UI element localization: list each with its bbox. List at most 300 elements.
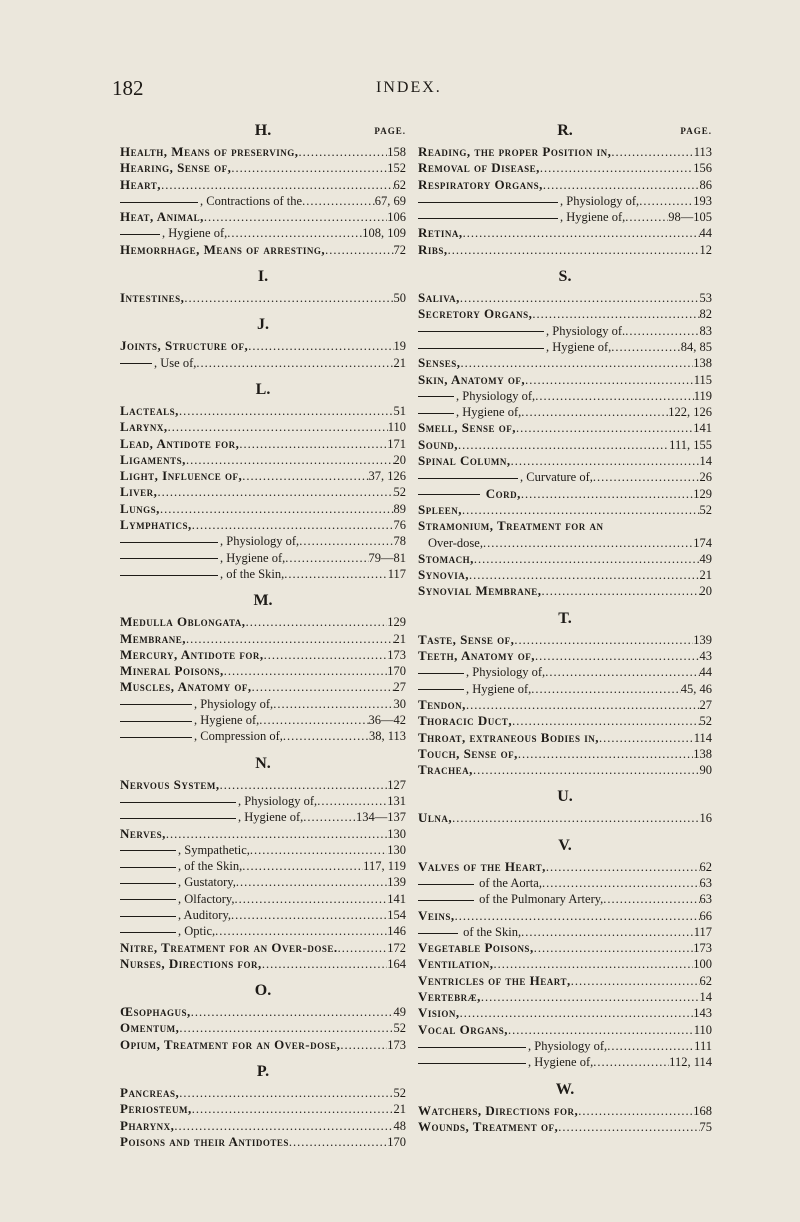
entry-page-ref: 129 bbox=[387, 615, 406, 630]
leader-dots bbox=[455, 908, 700, 924]
ditto-rule bbox=[120, 234, 160, 235]
entry-term bbox=[418, 193, 639, 209]
letter-heading-text: W. bbox=[555, 1080, 575, 1098]
leader-dots bbox=[340, 1037, 387, 1053]
entry-term-text: Heart, bbox=[120, 176, 162, 192]
leader-dots bbox=[259, 712, 368, 728]
index-entry bbox=[418, 469, 712, 485]
letter-heading bbox=[120, 264, 406, 290]
entry-term bbox=[120, 419, 168, 435]
leader-dots bbox=[578, 1103, 693, 1119]
ditto-rule bbox=[418, 348, 544, 349]
leader-dots bbox=[625, 209, 668, 225]
entry-term bbox=[120, 679, 252, 695]
entry-term bbox=[120, 533, 299, 549]
leader-dots bbox=[248, 338, 393, 354]
leader-dots bbox=[239, 436, 387, 452]
entry-term bbox=[120, 436, 239, 452]
entry-term bbox=[418, 518, 604, 534]
leader-dots bbox=[512, 713, 699, 729]
entry-term bbox=[418, 859, 546, 875]
ditto-rule bbox=[418, 202, 558, 203]
letter-heading bbox=[418, 118, 712, 144]
index-entry bbox=[120, 1037, 406, 1053]
entry-term-text: , Physiology of, bbox=[560, 193, 640, 208]
leader-dots bbox=[186, 631, 393, 647]
entry-term-text: Saliva, bbox=[418, 290, 460, 306]
ditto-rule bbox=[418, 494, 480, 495]
entry-term bbox=[120, 193, 302, 209]
entry-term-text: , Hygiene of, bbox=[456, 405, 522, 420]
index-entry bbox=[418, 355, 712, 371]
leader-dots bbox=[571, 973, 700, 989]
leader-dots bbox=[168, 419, 388, 435]
index-entry bbox=[120, 647, 406, 663]
leader-dots bbox=[264, 647, 388, 663]
entry-page-ref: 84, 85 bbox=[680, 339, 712, 354]
entry-term-text: Membrane, bbox=[120, 630, 187, 646]
index-entry bbox=[418, 924, 712, 940]
leader-dots bbox=[250, 842, 387, 858]
leader-dots bbox=[535, 648, 699, 664]
entry-term-text: Intestines, bbox=[120, 290, 185, 306]
entry-term-text: Throat, extraneous Bodies in, bbox=[418, 729, 599, 745]
letter-heading bbox=[120, 377, 406, 403]
index-entry bbox=[418, 940, 712, 956]
entry-term bbox=[120, 793, 317, 809]
entry-term bbox=[418, 306, 532, 322]
index-entry bbox=[418, 1103, 712, 1119]
entry-term-text: Sound, bbox=[418, 436, 458, 452]
entry-term-text: Liver, bbox=[120, 484, 158, 500]
leader-dots bbox=[525, 372, 694, 388]
entry-term bbox=[120, 956, 262, 972]
entry-term-text: Removal of Disease, bbox=[418, 160, 540, 176]
index-entry bbox=[418, 535, 712, 551]
entry-page-ref: 21 bbox=[393, 355, 406, 370]
entry-term bbox=[120, 517, 192, 533]
entry-term-text: Valves of the Heart, bbox=[418, 858, 546, 874]
index-entry bbox=[120, 566, 406, 582]
ditto-rule bbox=[120, 818, 236, 819]
entry-page-ref: 14 bbox=[699, 990, 712, 1005]
letter-heading bbox=[418, 784, 712, 810]
entry-term-text: Periosteum, bbox=[120, 1101, 192, 1117]
entry-page-ref: 122, 126 bbox=[668, 405, 712, 420]
index-entry bbox=[418, 290, 712, 306]
ditto-rule bbox=[418, 218, 558, 219]
leader-dots bbox=[299, 144, 388, 160]
entry-term-text: Synovia, bbox=[418, 567, 469, 583]
entry-page-ref: 45, 46 bbox=[680, 681, 712, 696]
leader-dots bbox=[448, 242, 700, 258]
leader-dots bbox=[540, 160, 693, 176]
entry-term bbox=[418, 225, 463, 241]
entry-term-text: , Hygiene of, bbox=[162, 226, 228, 241]
entry-term bbox=[418, 209, 625, 225]
entry-term-text: , Hygiene of, bbox=[546, 339, 612, 354]
index-entry bbox=[120, 1020, 406, 1036]
entry-page-ref: 110 bbox=[387, 420, 406, 435]
ditto-rule bbox=[120, 721, 192, 722]
entry-term bbox=[120, 144, 299, 160]
entry-term-text: Mineral Poisons, bbox=[120, 663, 224, 679]
letter-heading-text: J. bbox=[257, 316, 269, 334]
index-entry bbox=[120, 793, 406, 809]
entry-page-ref: 141 bbox=[693, 421, 712, 436]
ditto-rule bbox=[418, 884, 474, 885]
letter-heading bbox=[120, 751, 406, 777]
index-column-right bbox=[418, 118, 712, 1141]
leader-dots bbox=[231, 907, 387, 923]
entry-page-ref: 62 bbox=[699, 973, 712, 988]
leader-dots bbox=[531, 681, 680, 697]
entry-term bbox=[120, 809, 303, 825]
entry-page-ref: 131 bbox=[387, 793, 406, 808]
leader-dots bbox=[593, 1054, 669, 1070]
entry-term bbox=[120, 225, 227, 241]
ditto-rule bbox=[120, 867, 176, 868]
leader-dots bbox=[611, 339, 680, 355]
letter-heading-text: R. bbox=[557, 122, 573, 139]
entry-page-ref: 158 bbox=[387, 145, 406, 159]
entry-term bbox=[418, 437, 458, 453]
index-entry bbox=[120, 1118, 406, 1134]
entry-page-ref: 117 bbox=[693, 924, 712, 939]
entry-page-ref: 100 bbox=[693, 957, 712, 972]
entry-page-ref: 106 bbox=[387, 210, 406, 225]
letter-heading-text: O. bbox=[254, 982, 272, 1000]
entry-term bbox=[120, 1085, 179, 1101]
leader-dots bbox=[236, 874, 387, 890]
entry-page-ref: 49 bbox=[699, 551, 712, 566]
entry-term bbox=[418, 697, 466, 713]
leader-dots bbox=[521, 924, 694, 940]
entry-term bbox=[418, 762, 473, 778]
entry-page-ref: 174 bbox=[693, 535, 712, 550]
ditto-rule bbox=[120, 704, 192, 705]
entry-page-ref: 129 bbox=[693, 486, 712, 501]
index-entry bbox=[120, 193, 406, 209]
entry-page-ref: 112, 114 bbox=[669, 1055, 712, 1070]
entry-term bbox=[120, 614, 246, 630]
index-entry bbox=[120, 858, 406, 874]
entry-term bbox=[418, 989, 481, 1005]
leader-dots bbox=[299, 533, 393, 549]
ditto-rule bbox=[418, 689, 464, 690]
leader-dots bbox=[462, 502, 700, 518]
entry-term-text: Tendon, bbox=[418, 696, 466, 712]
entry-term bbox=[418, 486, 521, 502]
letter-heading bbox=[120, 588, 406, 614]
index-entry bbox=[120, 631, 406, 647]
entry-term bbox=[120, 907, 231, 923]
entry-term bbox=[418, 730, 599, 746]
index-entry bbox=[418, 891, 712, 907]
index-entry bbox=[120, 160, 406, 176]
ditto-rule bbox=[120, 802, 236, 803]
entry-page-ref: 27 bbox=[699, 697, 712, 712]
index-entry bbox=[120, 517, 406, 533]
entry-term-text: , Gustatory, bbox=[178, 875, 236, 890]
index-entry bbox=[418, 437, 712, 453]
ditto-rule bbox=[418, 413, 454, 414]
index-entry bbox=[120, 777, 406, 793]
index-entry bbox=[120, 923, 406, 939]
leader-dots bbox=[481, 989, 700, 1005]
entry-page-ref: 12 bbox=[699, 242, 712, 257]
index-entry bbox=[418, 486, 712, 502]
index-entry bbox=[418, 989, 712, 1005]
entry-term-text: , Sympathetic, bbox=[178, 842, 250, 857]
entry-page-ref: 119 bbox=[693, 388, 712, 403]
entry-page-ref: 20 bbox=[393, 452, 406, 467]
leader-dots bbox=[179, 403, 394, 419]
index-entry bbox=[120, 501, 406, 517]
letter-heading-text: U. bbox=[557, 788, 573, 806]
leader-dots bbox=[558, 1119, 699, 1135]
letter-heading bbox=[418, 833, 712, 859]
entry-term bbox=[418, 664, 545, 680]
index-entry bbox=[418, 567, 712, 583]
index-entry bbox=[418, 1038, 712, 1054]
entry-page-ref: 36—42 bbox=[368, 713, 406, 728]
entry-term-text: Lead, Antidote for, bbox=[120, 435, 240, 451]
index-entry bbox=[418, 209, 712, 225]
entry-page-ref: 43 bbox=[699, 649, 712, 664]
entry-page-ref: 173 bbox=[387, 647, 406, 662]
entry-term-text: of the Aorta, bbox=[476, 875, 542, 890]
entry-page-ref: 139 bbox=[693, 632, 712, 647]
entry-term bbox=[418, 420, 516, 436]
letter-heading-text: V. bbox=[558, 836, 572, 854]
entry-term-text: Cord, bbox=[482, 485, 521, 501]
index-entry bbox=[120, 712, 406, 728]
entry-page-ref: 53 bbox=[699, 291, 712, 306]
entry-term bbox=[418, 388, 535, 404]
entry-term-text: , of the Skin, bbox=[220, 566, 285, 581]
leader-dots bbox=[514, 632, 693, 648]
entry-term bbox=[418, 372, 525, 388]
index-entry bbox=[418, 746, 712, 762]
entry-page-ref: 51 bbox=[393, 403, 406, 418]
entry-term-text: , Olfactory, bbox=[178, 891, 235, 906]
leader-dots bbox=[242, 858, 363, 874]
leader-dots bbox=[463, 225, 700, 241]
entry-page-ref: 130 bbox=[387, 842, 406, 857]
entry-page-ref: 134—137 bbox=[356, 810, 406, 825]
entry-term-text: , Contractions of the bbox=[200, 193, 303, 208]
entry-term bbox=[418, 323, 625, 339]
index-entry bbox=[418, 810, 712, 826]
entry-page-ref: 27 bbox=[393, 680, 406, 695]
ditto-rule bbox=[120, 202, 198, 203]
leader-dots bbox=[192, 517, 394, 533]
index-entry bbox=[418, 632, 712, 648]
entry-term bbox=[418, 177, 543, 193]
entry-page-ref: 44 bbox=[699, 665, 712, 680]
index-entry bbox=[418, 404, 712, 420]
entry-term-text: Retina, bbox=[418, 225, 463, 241]
leader-dots bbox=[157, 484, 393, 500]
entry-term-text: Joints, Structure of, bbox=[120, 338, 249, 354]
entry-term bbox=[418, 551, 474, 567]
entry-term bbox=[418, 1103, 578, 1119]
entry-term-text: Lacteals, bbox=[120, 402, 179, 418]
entry-term-text: , Auditory, bbox=[178, 907, 232, 922]
entry-term bbox=[418, 924, 521, 940]
index-entry bbox=[418, 1005, 712, 1021]
entry-term-text: Nurses, Directions for, bbox=[120, 955, 262, 971]
ditto-rule bbox=[418, 1047, 526, 1048]
leader-dots bbox=[252, 679, 394, 695]
letter-heading bbox=[120, 312, 406, 338]
entry-term bbox=[120, 355, 196, 371]
leader-dots bbox=[508, 1022, 694, 1038]
entry-page-ref: 173 bbox=[387, 1037, 406, 1052]
entry-term-text: Thoracic Duct, bbox=[418, 713, 513, 729]
entry-term bbox=[418, 144, 611, 160]
index-entry bbox=[120, 696, 406, 712]
entry-page-ref: 67, 69 bbox=[374, 193, 406, 208]
letter-heading bbox=[120, 1059, 406, 1085]
entry-term bbox=[418, 1054, 593, 1070]
entry-term-text: Smell, Sense of, bbox=[418, 420, 516, 436]
entry-term-text: Ulna, bbox=[418, 810, 453, 826]
entry-page-ref: 143 bbox=[693, 1006, 712, 1021]
entry-term-text: Pancreas, bbox=[120, 1085, 180, 1101]
ditto-rule bbox=[418, 396, 454, 397]
leader-dots bbox=[494, 956, 694, 972]
entry-term-text: Teeth, Anatomy of, bbox=[418, 648, 536, 664]
entry-term-text: , Hygiene of, bbox=[220, 550, 286, 565]
entry-term-text: , Hygiene of, bbox=[560, 210, 626, 225]
entry-page-ref: 117 bbox=[387, 566, 406, 581]
index-entry bbox=[120, 419, 406, 435]
entry-term bbox=[428, 535, 483, 551]
entry-term bbox=[418, 681, 531, 697]
entry-term-text: Vegetable Poisons, bbox=[418, 940, 534, 956]
index-entry bbox=[120, 956, 406, 972]
entry-term bbox=[418, 908, 455, 924]
index-entry bbox=[418, 502, 712, 518]
index-entry bbox=[120, 728, 406, 744]
entry-term-text: Nitre, Treatment for an Over-dose. bbox=[120, 939, 338, 955]
index-entry bbox=[120, 940, 406, 956]
entry-term-text: Stomach, bbox=[418, 550, 474, 566]
entry-term-text: Watchers, Directions for, bbox=[418, 1102, 579, 1118]
entry-term bbox=[120, 826, 166, 842]
entry-page-ref: 130 bbox=[387, 826, 406, 841]
entry-term bbox=[418, 940, 534, 956]
entry-term-text: , Optic, bbox=[178, 924, 216, 939]
entry-page-ref: 52 bbox=[393, 1021, 406, 1036]
ditto-rule bbox=[120, 916, 176, 917]
index-entry bbox=[120, 533, 406, 549]
entry-term bbox=[418, 746, 518, 762]
index-entry bbox=[120, 842, 406, 858]
entry-term bbox=[120, 501, 160, 517]
entry-term-text: Spleen, bbox=[418, 501, 462, 517]
entry-term-text: , Hygiene of, bbox=[466, 681, 532, 696]
letter-heading-text: L. bbox=[255, 380, 271, 398]
index-entry bbox=[418, 453, 712, 469]
index-entry bbox=[120, 436, 406, 452]
index-entry bbox=[418, 762, 712, 778]
entry-page-ref: 154 bbox=[387, 907, 406, 922]
index-entry bbox=[418, 420, 712, 436]
entry-term-text: Medulla Oblongata, bbox=[120, 614, 246, 630]
entry-page-ref: 146 bbox=[387, 924, 406, 939]
entry-term bbox=[418, 1005, 460, 1021]
entry-page-ref: 37, 126 bbox=[368, 469, 406, 484]
index-entry bbox=[120, 290, 406, 306]
entry-term bbox=[120, 177, 161, 193]
leader-dots bbox=[625, 323, 699, 339]
entry-term-text: , Physiology of, bbox=[528, 1038, 608, 1053]
entry-term-text: Ventilation, bbox=[418, 956, 494, 972]
entry-term-text: Wounds, Treatment of, bbox=[418, 1118, 559, 1134]
entry-term bbox=[418, 1022, 508, 1038]
entry-page-ref: 72 bbox=[393, 242, 406, 257]
entry-term bbox=[120, 891, 234, 907]
index-entry bbox=[418, 1054, 712, 1070]
index-entry bbox=[120, 468, 406, 484]
leader-dots bbox=[224, 663, 388, 679]
entry-term bbox=[418, 973, 571, 989]
entry-term-text: Ventricles of the Heart, bbox=[418, 972, 571, 988]
index-entry bbox=[418, 225, 712, 241]
entry-term bbox=[120, 484, 157, 500]
entry-page-ref: 52 bbox=[699, 714, 712, 729]
entry-term bbox=[418, 875, 542, 891]
index-entry bbox=[120, 1101, 406, 1117]
letter-heading-text: N. bbox=[255, 754, 271, 772]
leader-dots bbox=[466, 697, 700, 713]
leader-dots bbox=[234, 891, 387, 907]
letter-heading bbox=[418, 606, 712, 632]
entry-term bbox=[120, 1101, 192, 1117]
leader-dots bbox=[518, 746, 693, 762]
entry-term-text: , Physiology of, bbox=[220, 534, 300, 549]
entry-term-text: Lungs, bbox=[120, 500, 160, 516]
entry-term bbox=[418, 1038, 607, 1054]
entry-page-ref: 19 bbox=[393, 339, 406, 354]
entry-term bbox=[120, 468, 242, 484]
leader-dots bbox=[460, 290, 700, 306]
leader-dots bbox=[452, 810, 699, 826]
letter-heading-text: H. bbox=[254, 122, 272, 139]
index-entry bbox=[418, 973, 712, 989]
entry-term-text: Pharynx, bbox=[120, 1117, 175, 1133]
entry-page-ref: 111 bbox=[694, 1038, 712, 1053]
ditto-rule bbox=[120, 558, 218, 559]
entry-term-text: Lymphatics, bbox=[120, 517, 192, 533]
index-entry bbox=[418, 1119, 712, 1135]
entry-term bbox=[120, 874, 236, 890]
page-running-title: INDEX. bbox=[376, 79, 442, 96]
leader-dots bbox=[543, 177, 700, 193]
entry-term bbox=[418, 648, 535, 664]
entry-page-ref: 62 bbox=[699, 859, 712, 874]
entry-page-ref: 30 bbox=[393, 696, 406, 711]
entry-term bbox=[120, 1004, 191, 1020]
entry-term bbox=[120, 728, 283, 744]
leader-dots bbox=[542, 875, 700, 891]
entry-term-text: Muscles, Anatomy of, bbox=[120, 679, 252, 695]
page-header bbox=[0, 76, 800, 106]
index-entry bbox=[120, 1085, 406, 1101]
